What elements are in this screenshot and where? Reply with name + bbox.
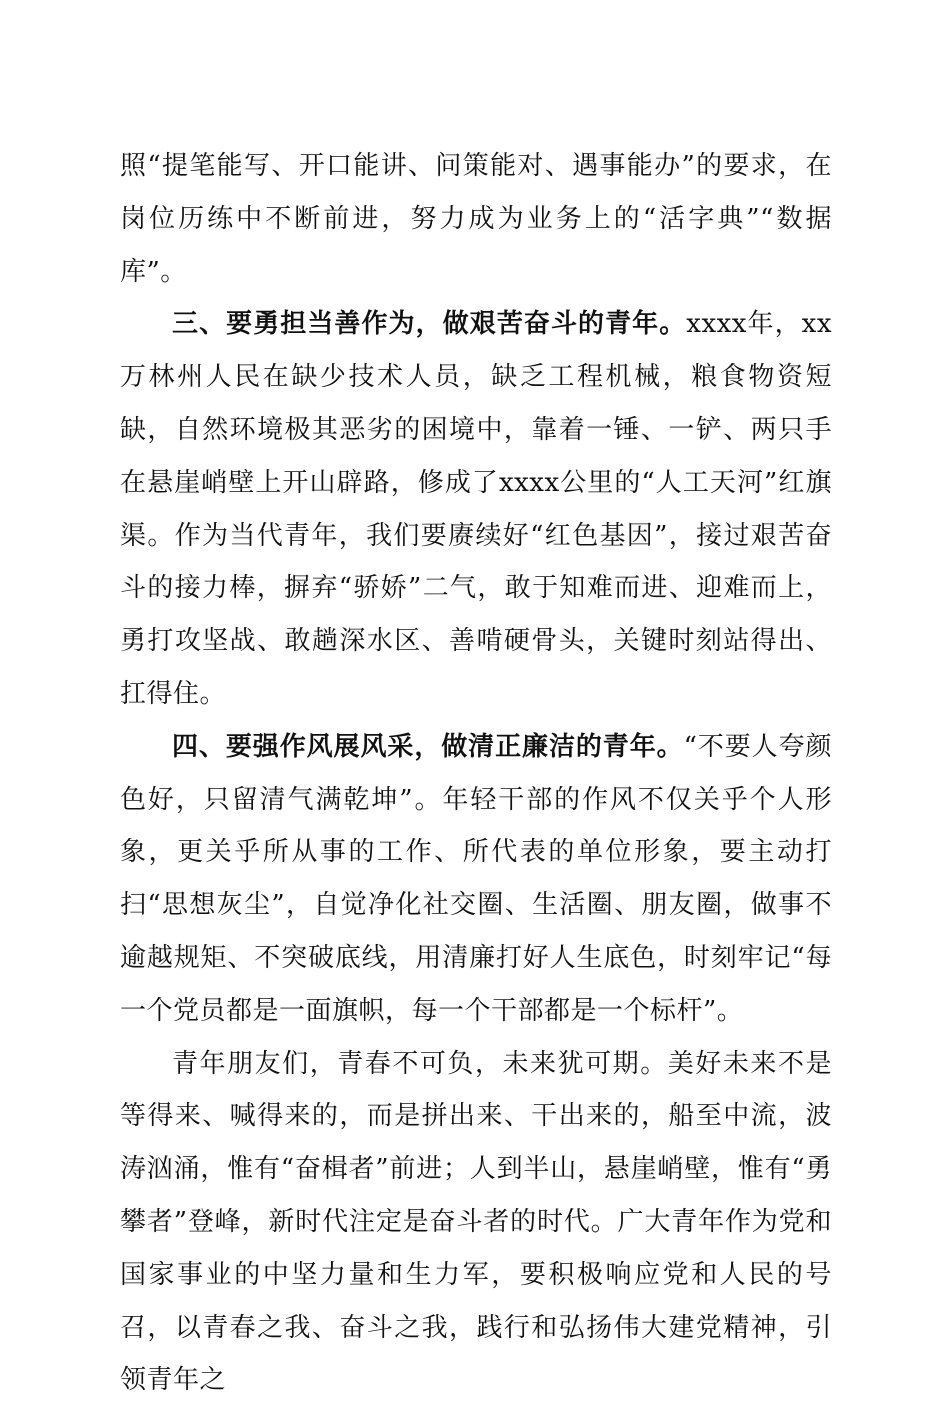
paragraph-section-three [120, 298, 832, 720]
paragraph-text: xxxx年，xx万林州人民在缺少技术人员，缺乏工程机械，粮食物资短缺，自然环境极其恶劣的困境中，靠着一锤、一铲、两只手在悬崖峭壁上开山辟路，修成了xxxx公里的“人工天河”红旗渠。作为当代青年，我们要赓续好“红色基因”，接过艰苦奋斗的接力棒，摒弃“骄娇”二气，敢于知难而进、迎难而上，勇打攻坚战、敢趟深水区、善啃硬骨头，关键时刻站得出、扛得住。 [120, 309, 832, 709]
section-heading-four: 四、要强作风展风采，做清正廉洁的青年。 [172, 731, 684, 762]
paragraph-text: “不要人夸颜色好，只留清气满乾坤”。年轻干部的作风不仅关乎个人形象，更关乎所从事的工作、所代表的单位形象，要主动打扫“思想灰尘”，自觉净化社交圈、生活圈、朋友圈，做事不逾越规矩、不突破底线，用清廉打好人生底色，时刻牢记“每一个党员都是一面旗帜，每一个干部都是一个标杆”。 [120, 731, 832, 1026]
section-heading-three: 三、要勇担当善作为，做艰苦奋斗的青年。 [172, 309, 687, 340]
document-page [120, 140, 832, 1407]
paragraph-text: 照“提笔能写、开口能讲、问策能对、遇事能办”的要求，在岗位历练中不断前进，努力成为业务上的“活字典”“数据库”。 [120, 151, 832, 287]
paragraph-section-four [120, 721, 832, 1038]
paragraph-continuation [120, 140, 832, 298]
paragraph-text: 青年朋友们，青春不可负，未来犹可期。美好未来不是等得来、喊得来的，而是拼出来、干出来的，船至中流，波涛汹涌，惟有“奋楫者”前进；人到半山，悬崖峭壁，惟有“勇攀者”登峰，新时代注定是奋斗者的时代。广大青年作为党和国家事业的中坚力量和生力军，要积极响应党和人民的号召，以青春之我、奋斗之我，践行和弘扬伟大建党精神，引领青年之 [120, 1048, 832, 1396]
paragraph-closing [120, 1038, 832, 1407]
